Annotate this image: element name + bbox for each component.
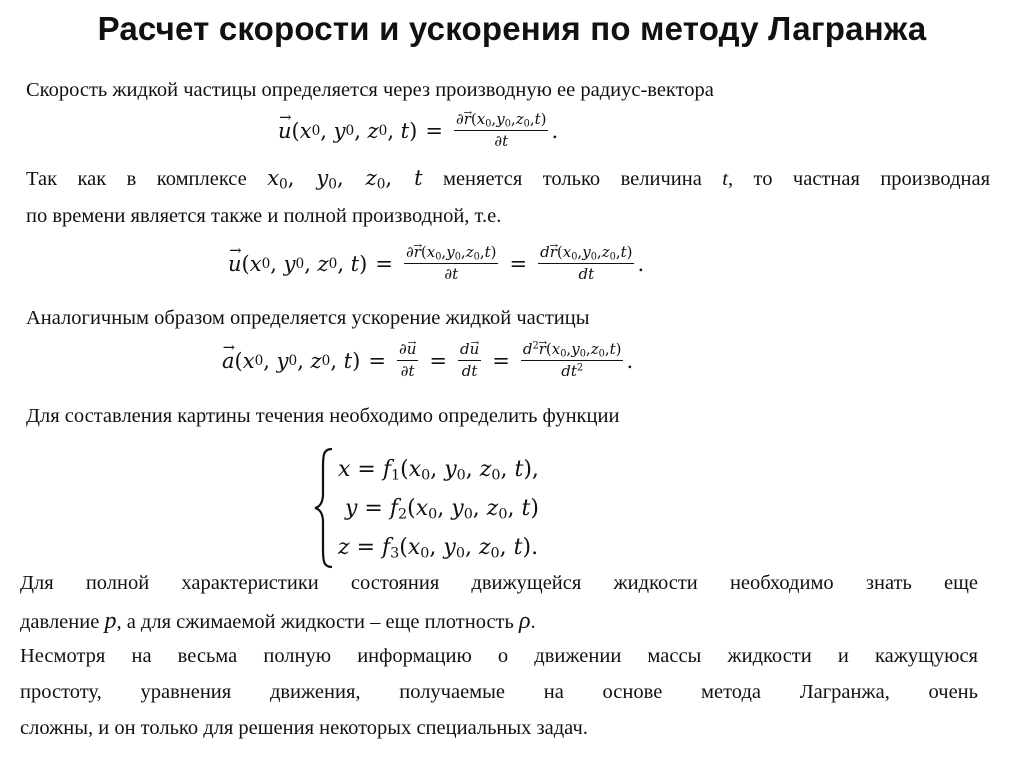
system-row-y: $y = f_2(x_0$, $y_0$, $z_0$, t) — [345, 495, 539, 523]
paragraph-partial-derivative: Так как в комплексе $x_0$, $y_0$, $z_0$, t меняется только величина t, то частная производная по времени является также и полной производной, т.е. — [26, 166, 991, 227]
inline-variables: $x_0$, $y_0$, $z_0$, t — [267, 166, 423, 193]
paragraph-lagrange-complexity: Несмотря на весьма полную информацию о движении массы жидкости и кажущуюся простоту, уравнения движения, получаемые на основе метода Лагранжа, очень сложны, и он только для решения некоторых специальных задач. — [20, 645, 978, 739]
left-brace-icon — [312, 446, 338, 570]
system-row-z: $z = f_3(x_0$, $y_0$, $z_0$, t). — [338, 534, 539, 562]
paragraph-pressure-density: Для полной характеристики состояния движущейся жидкости необходимо знать еще давление p, а для сжимаемой жидкости – еще плотность ρ. — [20, 572, 978, 634]
equation-system — [312, 446, 539, 570]
paragraph-acceleration-intro: Аналогичным образом определяется ускорение жидкой частицы — [26, 307, 590, 329]
formula-acceleration: → a ( x 0 , y 0 , z 0 , t ) = $\frac{\partial\to u}{\partial t}$ = $\frac{d\to u}{dt}$ = $\frac{d^2\to r(x_0,y_0,z_0,t)}{dt^2}$ . — [222, 340, 633, 381]
formula-velocity-total: → u ( x 0 , y 0 , z 0 , t ) = $\frac{\partial\to r(x_0,y_0,z_0,t)}{\partial t}$ = $\frac{d\to r(x_0,y_0,z_0,t)}{dt}$ . — [228, 243, 644, 284]
paragraph-velocity-intro: Скорость жидкой частицы определяется через производную ее радиус-вектора — [26, 79, 714, 101]
slide-title: Расчет скорости и ускорения по методу Лагранжа — [97, 10, 927, 47]
system-row-x: $x = f_1(x_0$, $y_0$, $z_0$, t), — [338, 456, 539, 484]
paragraph-flow-functions: Для составления картины течения необходимо определить функции — [26, 405, 620, 427]
formula-velocity-partial: → u ( x 0 , y 0 , z 0 , t ) = $\frac{\partial\to r(x_0,y_0,z_0,t)}{\partial t}$ . — [278, 110, 558, 151]
